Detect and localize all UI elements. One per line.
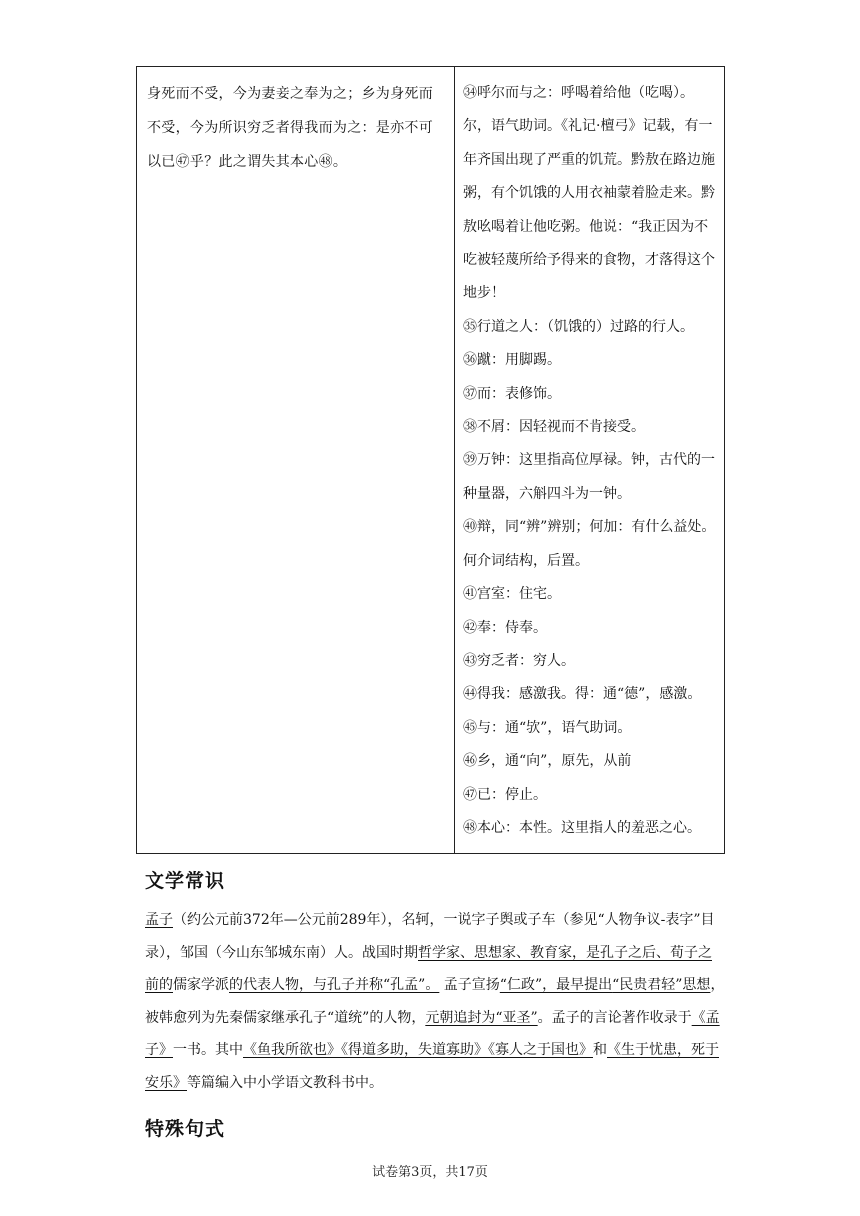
original-text: 身死而不受，今为妻妾之奉为之；乡为身死而不受，今为所识穷乏者得我而为之：是亦不可以已㊼乎？此之谓失其本心㊽。	[147, 86, 433, 170]
section-title-special-sentences: 特殊句式	[145, 1118, 226, 1140]
mencius-link[interactable]: 孟子	[145, 912, 173, 928]
notes-cell	[455, 67, 724, 853]
note-35: ㉟行道之人：（饥饿的）过路的行人。	[463, 318, 694, 335]
note-36: ㊱蹴：用脚踢。	[463, 352, 561, 369]
note-39: ㊴万钟：这里指高位厚禄。钟，古代的一种量器，六斛四斗为一钟。	[463, 452, 715, 502]
mencius-bio	[145, 904, 725, 1099]
bio-paragraph: 孟子（约公元前372年—公元前289年），名轲，一说字子舆或子车（参见“人物争议-表字”目录），邹国（今山东邹城东南）人。战国时期哲学家、思想家、教育家，是孔子之后、荀子之前的儒家学派的代表人物，与孔子并称“孔孟”。 孟子宣扬“仁政”，最早提出“民贵君轻”思想，被韩愈列为先秦儒家继承孔子“道统”的人物，元朝追封为“亚圣”。孟子的言论著作收录于《孟子》一书。其中《鱼我所欲也》《得道多助，失道寡助》《寡人之于国也》和《生于忧患，死于安乐》等篇编入中小学语文教科书中。	[145, 912, 725, 1091]
representative-link[interactable]: 的代表人物，与孔子并称“孔孟”。	[229, 977, 440, 993]
mencius-book-link[interactable]: 《孟子》	[145, 1009, 720, 1058]
page-footer: 试卷第3页，共17页	[372, 1165, 488, 1180]
annotation-table	[136, 66, 725, 854]
note-45: ㊺与：通“欤”，语气助词。	[463, 719, 632, 736]
section-title-literary-knowledge: 文学常识	[145, 870, 226, 892]
sheng-yu-youhuan-link[interactable]: 《生于忧患，死于安乐》	[145, 1042, 719, 1091]
note-34: ㉞呼尔而与之：呼喝着给他（吃喝）。尔，语气助词。《礼记·檀弓》记载，有一年齐国出现了严重的饥荒。黔敖在路边施粥，有个饥饿的人用衣袖蒙着脸走来。黔敖吆喝着让他吃粥。他说：“我正因为不吃被轻蔑所给予得来的食物，才落得这个地步！	[463, 85, 715, 302]
note-38: ㊳不屑：因轻视而不肯接受。	[463, 419, 645, 436]
note-48: ㊽本心：本性。这里指人的羞恶之心。	[463, 819, 701, 836]
benevolent-rule-link[interactable]: “仁政”，最早提出	[499, 977, 613, 993]
philosopher-link[interactable]: 哲学家、思想家、教育家，是孔子之后、	[418, 944, 670, 961]
xunzi-link[interactable]: 荀子	[670, 944, 698, 961]
confucian-school: 儒家学派	[173, 977, 229, 993]
note-41: ㊶宫室：住宅。	[463, 586, 561, 603]
note-40: ㊵辩，同“辨”辨别；何加：有什么益处。何介词结构，后置。	[463, 519, 716, 569]
yasheng-link[interactable]: 元朝追封为“亚圣”	[425, 1009, 538, 1026]
people-first-link[interactable]: “民贵君轻”思想	[612, 977, 711, 993]
note-46: ㊻乡，通“向”，原先，从前	[463, 753, 632, 770]
textbook-essays-link[interactable]: 《鱼我所欲也》《得道多助，失道寡助》《寡人之于国也》	[243, 1042, 593, 1058]
original-text-cell	[137, 67, 455, 853]
note-37: ㊲而：表修饰。	[463, 385, 561, 402]
note-43: ㊸穷乏者：穷人。	[463, 652, 575, 669]
note-42: ㊷奉：侍奉。	[463, 619, 547, 636]
note-47: ㊼已：停止。	[463, 786, 547, 803]
note-44: ㊹得我：感激我。得：通“德”，感激。	[463, 686, 702, 703]
